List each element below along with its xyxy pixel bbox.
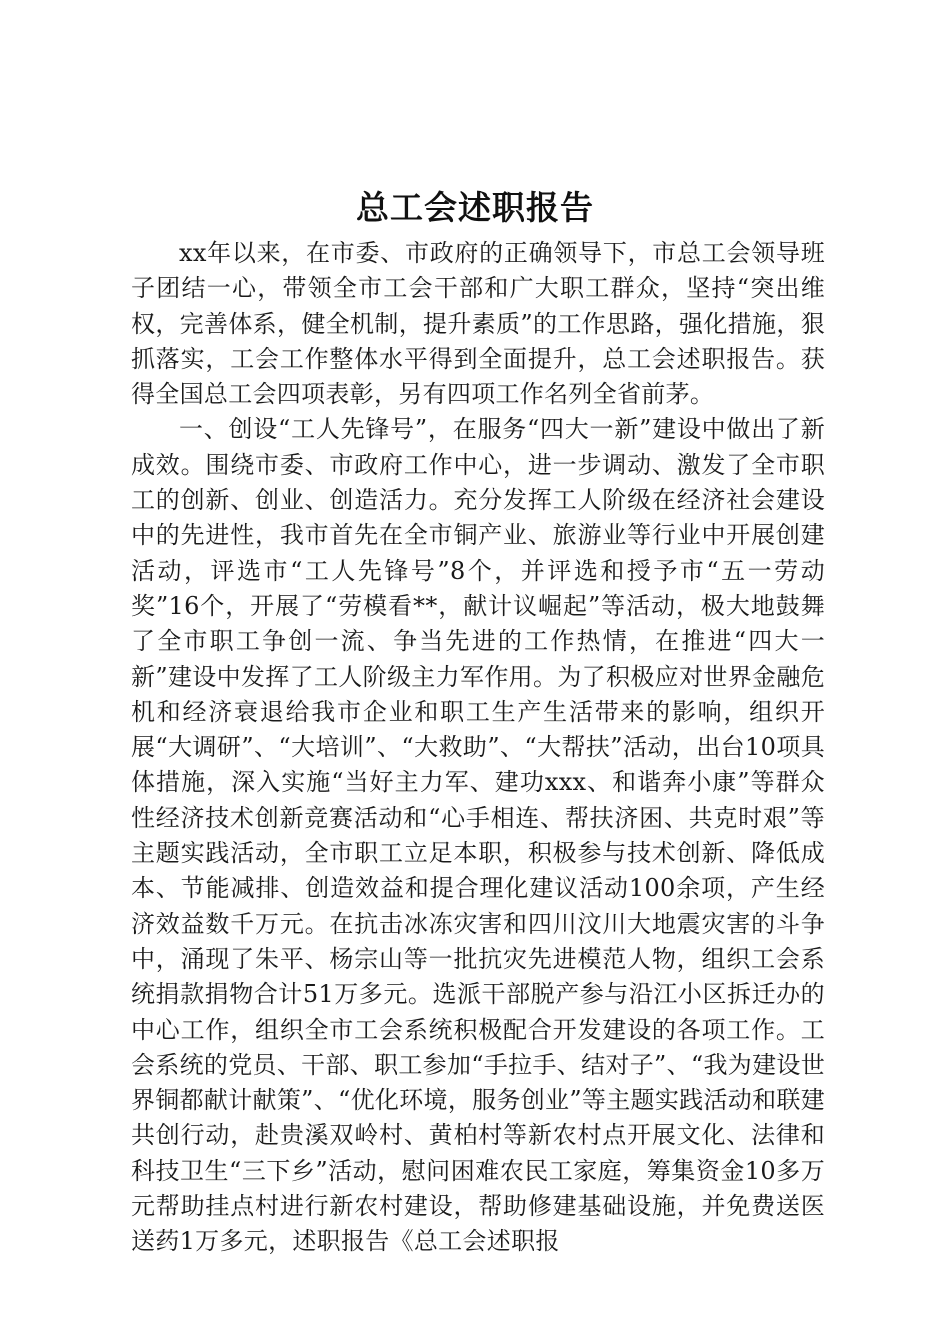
document-body — [131, 236, 825, 1260]
paragraph-section-one: 一、创设“工人先锋号”，在服务“四大一新”建设中做出了新成效。围绕市委、市政府工作中心，进一步调动、激发了全市职工的创新、创业、创造活力。充分发挥工人阶级在经济社会建设中的先进性，我市首先在全市铜产业、旅游业等行业中开展创建活动，评选市“工人先锋号”8个，并评选和授予市“五一劳动奖”16个，开展了“劳模看**，献计议崛起”等活动，极大地鼓舞了全市职工争创一流、争当先进的工作热情，在推进“四大一新”建设中发挥了工人阶级主力军作用。为了积极应对世界金融危机和经济衰退给我市企业和职工生产生活带来的影响，组织开展“大调研”、“大培训”、“大救助”、“大帮扶”活动，出台10项具体措施，深入实施“当好主力军、建功xxx、和谐奔小康”等群众性经济技术创新竞赛活动和“心手相连、帮扶济困、共克时艰”等主题实践活动，全市职工立足本职，积极参与技术创新、降低成本、节能减排、创造效益和提合理化建议活动100余项，产生经济效益数千万元。在抗击冰冻灾害和四川汶川大地震灾害的斗争中，涌现了朱平、杨宗山等一批抗灾先进模范人物，组织工会系统捐款捐物合计51万多元。选派干部脱产参与沿江小区拆迁办的中心工作，组织全市工会系统积极配合开发建设的各项工作。工会系统的党员、干部、职工参加“手拉手、结对子”、“我为建设世界铜都献计献策”、“优化环境，服务创业”等主题实践活动和联建共创行动，赴贵溪双岭村、黄柏村等新农村点开展文化、法律和科技卫生“三下乡”活动，慰问困难农民工家庭，筹集资金10多万元帮助挂点村进行新农村建设，帮助修建基础设施，并免费送医送药1万多元，述职报告《总工会述职报 — [131, 415, 825, 1256]
document-title: 总工会述职报告 — [356, 188, 594, 227]
paragraph-intro: xx年以来，在市委、市政府的正确领导下，市总工会领导班子团结一心，带领全市工会干部和广大职工群众，坚持“突出维权，完善体系，健全机制，提升素质”的工作思路，强化措施，狠抓落实，工会工作整体水平得到全面提升，总工会述职报告。获得全国总工会四项表彰，另有四项工作名列全省前茅。 — [131, 239, 825, 409]
